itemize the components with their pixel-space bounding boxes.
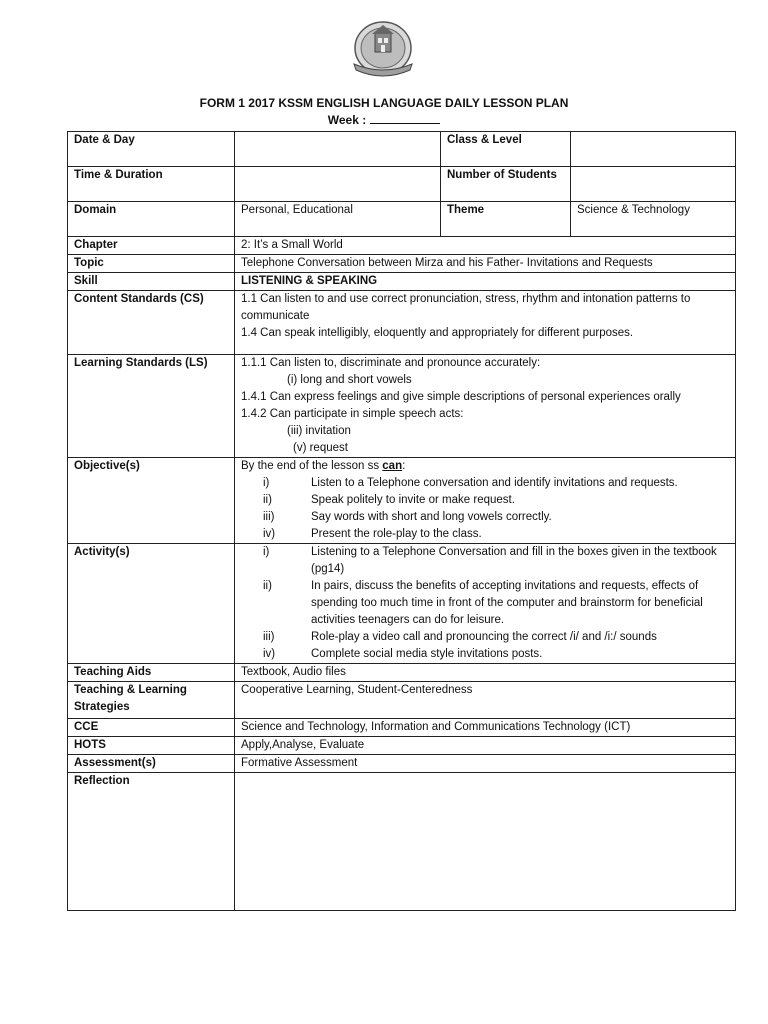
learning-standard-line: (iii) invitation [287,425,351,437]
num-students-value[interactable] [571,167,736,202]
cce-label: CCE [68,719,235,737]
school-crest-logo-icon [348,18,418,82]
chapter-label: Chapter [68,237,235,255]
learning-standard-line: 1.1.1 Can listen to, discriminate and pronounce accurately: [241,357,541,369]
topic-value: Telephone Conversation between Mirza and his Father- Invitations and Requests [235,255,736,273]
hots-value: Apply,Analyse, Evaluate [235,737,736,755]
table-row [68,237,736,255]
list-item: ii) In pairs, discuss the benefits of accepting invitations and requests, effects of spending too much time in front of the computer and brainstorm for beneficial activities teenagers can do for leisure. [263,580,703,626]
list-item: iv) Complete social media style invitations posts. [263,648,543,660]
table-row [68,719,736,737]
table-row [68,544,736,664]
strategies-value: Cooperative Learning, Student-Centeredness [235,682,736,719]
content-standard-line: 1.1 Can listen to and use correct pronunciation, stress, rhythm and intonation patterns to communicate [241,293,691,322]
num-students-label: Number of Students [441,167,571,202]
list-item: iii) Say words with short and long vowels correctly. [263,511,552,523]
table-row [68,773,736,911]
table-row [68,458,736,544]
content-standard-line: 1.4 Can speak intelligibly, eloquently and appropriately for different purposes. [241,327,634,339]
table-row [68,202,736,237]
table-row [68,167,736,202]
learning-standard-line: 1.4.2 Can participate in simple speech acts: [241,408,464,420]
hots-label: HOTS [68,737,235,755]
objectives-value [235,458,736,544]
cce-value: Science and Technology, Information and Communications Technology (ICT) [235,719,736,737]
table-row [68,664,736,682]
domain-label: Domain [68,202,235,237]
table-row [68,291,736,355]
theme-label: Theme [441,202,571,237]
class-level-value[interactable] [571,132,736,167]
list-item: i) Listening to a Telephone Conversation and fill in the boxes given in the textbook (pg14) [263,546,717,575]
reflection-value[interactable] [235,773,736,911]
table-row [68,682,736,719]
skill-value: LISTENING & SPEAKING [235,273,736,291]
class-level-label: Class & Level [441,132,571,167]
table-row [68,255,736,273]
theme-value: Science & Technology [571,202,736,237]
list-item: iii) Role-play a video call and pronouncing the correct /i/ and /i:/ sounds [263,631,657,643]
strategies-label: Teaching & Learning Strategies [68,682,235,719]
learning-standard-line: 1.4.1 Can express feelings and give simple descriptions of personal experiences orally [241,391,681,403]
table-row [68,273,736,291]
lesson-plan-table [67,131,736,911]
list-item: i) Listen to a Telephone conversation and identify invitations and requests. [263,477,678,489]
date-day-value[interactable] [235,132,441,167]
content-standards-value [235,291,736,355]
activities-value [235,544,736,664]
table-row [68,737,736,755]
assessment-value: Formative Assessment [235,755,736,773]
objectives-label: Objective(s) [68,458,235,544]
assessment-label: Assessment(s) [68,755,235,773]
week-line [0,112,768,128]
lesson-plan-title: FORM 1 2017 KSSM ENGLISH LANGUAGE DAILY LESSON PLAN [199,96,569,110]
learning-standards-label: Learning Standards (LS) [68,355,235,458]
content-standards-label: Content Standards (CS) [68,291,235,355]
learning-standard-line: (i) long and short vowels [287,374,412,386]
time-duration-value[interactable] [235,167,441,202]
learning-standards-value [235,355,736,458]
teaching-aids-value: Textbook, Audio files [235,664,736,682]
activities-label: Activity(s) [68,544,235,664]
topic-label: Topic [68,255,235,273]
learning-standard-line: (v) request [293,442,348,454]
chapter-value: 2: It’s a Small World [235,237,736,255]
table-row [68,355,736,458]
teaching-aids-label: Teaching Aids [68,664,235,682]
table-row [68,755,736,773]
domain-value: Personal, Educational [235,202,441,237]
objectives-intro: By the end of the lesson ss can: [241,460,406,472]
list-item: ii) Speak politely to invite or make request. [263,494,515,506]
reflection-label: Reflection [68,773,235,911]
time-duration-label: Time & Duration [68,167,235,202]
date-day-label: Date & Day [68,132,235,167]
skill-label: Skill [68,273,235,291]
week-blank-field[interactable] [370,112,440,124]
week-label: Week : [327,113,367,127]
table-row [68,132,736,167]
list-item: iv) Present the role-play to the class. [263,528,482,540]
